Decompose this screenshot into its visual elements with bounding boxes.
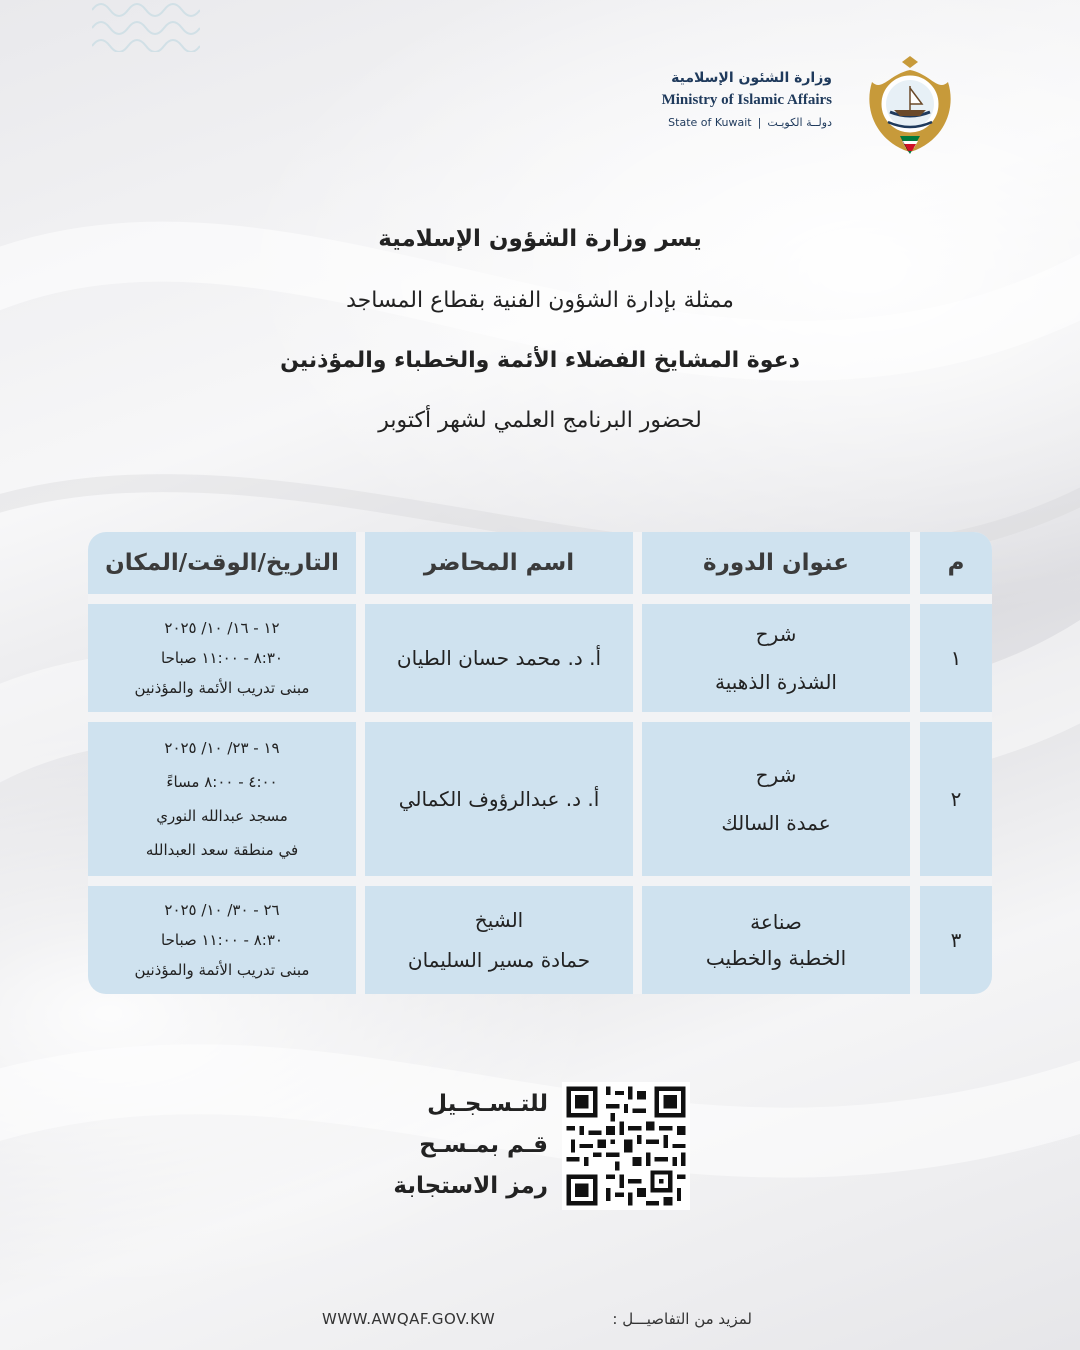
state-ar: دولــة الكويـت bbox=[767, 116, 832, 129]
header-num-label: م bbox=[947, 550, 965, 576]
register-line-1: للتـسـجـيل bbox=[427, 1091, 548, 1117]
row-1-lecturer-line-1: أ. د. محمد حسان الطيان bbox=[396, 646, 602, 670]
row-1-course-line-1: شرح bbox=[755, 622, 797, 646]
row-2-when-place: مسجد عبدالله النوري bbox=[156, 807, 288, 825]
register-line-2: قـم بمـسـح bbox=[419, 1132, 548, 1158]
row-3-lecturer-line-1: الشيخ bbox=[474, 908, 524, 932]
row-3-course-line-2: الخطبة والخطيب bbox=[705, 946, 847, 970]
row-1-when-place: مبنى تدريب الأئمة والمؤذنين bbox=[134, 679, 310, 697]
row-2-course-line-2: عمدة السالك bbox=[721, 811, 831, 835]
row-2-lecturer-line-1: أ. د. عبدالرؤوف الكمالي bbox=[398, 787, 600, 811]
state-line bbox=[668, 116, 832, 129]
intro-line-2: ممثلة بإدارة الشؤون الفنية بقطاع المساجد bbox=[346, 288, 734, 313]
header-when-label: التاريخ/الوقت/المكان bbox=[105, 550, 339, 576]
row-3-when-date: ٢٦ - ٣٠/ ١٠/ ٢٠٢٥ bbox=[164, 901, 280, 919]
header-course bbox=[642, 532, 910, 594]
row-1-when-time: ٨:٣٠ - ١١:٠٠ صباحا bbox=[161, 649, 283, 667]
row-1-course bbox=[642, 604, 910, 712]
state-separator: | bbox=[757, 116, 762, 129]
row-2-when-area: في منطقة سعد العبدالله bbox=[145, 841, 299, 859]
decorative-pattern bbox=[92, 0, 200, 52]
website-link[interactable]: WWW.AWQAF.GOV.KW bbox=[322, 1310, 496, 1328]
intro-line-4: لحضور البرنامج العلمي لشهر أكتوبر bbox=[378, 408, 702, 433]
header-lecturer-label: اسم المحاضر bbox=[423, 550, 575, 576]
row-3-num-value: ٣ bbox=[950, 928, 962, 952]
row-2-course bbox=[642, 722, 910, 876]
header-when bbox=[88, 532, 356, 594]
intro-line-3: دعوة المشايخ الفضلاء الأئمة والخطباء والمؤذنين bbox=[280, 348, 800, 373]
row-1-num-value: ١ bbox=[950, 646, 962, 670]
row-1-when-date: ١٢ - ١٦/ ١٠/ ٢٠٢٥ bbox=[164, 619, 280, 637]
intro-line-1: يسر وزارة الشؤون الإسلامية bbox=[378, 226, 702, 252]
row-2-course-line-1: شرح bbox=[755, 763, 797, 787]
register-instructions bbox=[393, 1084, 548, 1207]
state-en: State of Kuwait bbox=[668, 116, 752, 129]
row-3-when bbox=[88, 886, 356, 994]
kuwait-emblem-icon bbox=[860, 52, 960, 162]
row-1-lecturer bbox=[365, 604, 633, 712]
row-3-when-time: ٨:٣٠ - ١١:٠٠ صباحا bbox=[161, 931, 283, 949]
qr-code-icon[interactable] bbox=[562, 1082, 690, 1210]
header-lecturer bbox=[365, 532, 633, 594]
header-course-label: عنوان الدورة bbox=[703, 550, 849, 576]
ministry-name-en: Ministry of Islamic Affairs bbox=[661, 92, 832, 108]
row-2-when-date: ١٩ - ٢٣/ ١٠/ ٢٠٢٥ bbox=[164, 739, 280, 757]
row-2-when bbox=[88, 722, 356, 876]
ministry-name-ar: وزارة الشئون الإسلامية bbox=[671, 70, 832, 86]
row-2-num bbox=[920, 722, 992, 876]
footer-label: لمزيد من التفاصيـــل : bbox=[612, 1310, 752, 1328]
row-3-course-line-1: صناعة bbox=[750, 910, 802, 934]
row-2-num-value: ٢ bbox=[950, 787, 962, 811]
header-num bbox=[920, 532, 992, 594]
row-3-course bbox=[642, 886, 910, 994]
row-1-course-line-2: الشذرة الذهبية bbox=[715, 670, 837, 694]
row-3-lecturer-line-2: حمادة مسير السليمان bbox=[407, 948, 591, 972]
program-table bbox=[88, 532, 992, 994]
row-3-num bbox=[920, 886, 992, 994]
row-3-when-place: مبنى تدريب الأئمة والمؤذنين bbox=[134, 961, 310, 979]
ministry-header bbox=[650, 60, 970, 170]
row-3-lecturer bbox=[365, 886, 633, 994]
row-1-when bbox=[88, 604, 356, 712]
register-line-3: رمز الاستجابة bbox=[393, 1173, 548, 1199]
row-2-when-time: ٤:٠٠ - ٨:٠٠ مساءً bbox=[166, 773, 278, 791]
row-1-num bbox=[920, 604, 992, 712]
row-2-lecturer bbox=[365, 722, 633, 876]
